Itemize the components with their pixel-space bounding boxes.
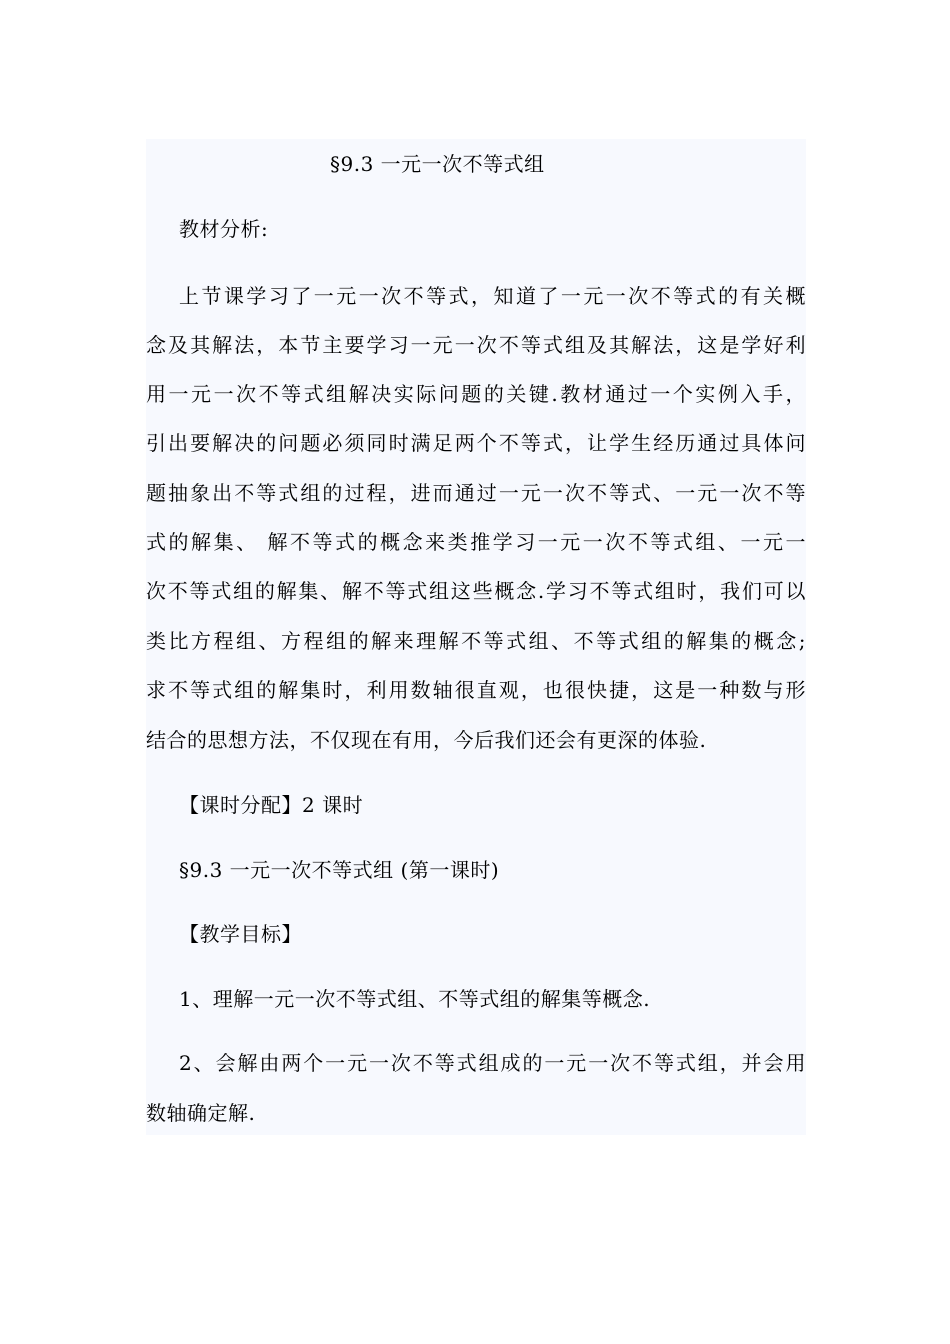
objective-item: 1、理解一元一次不等式组、不等式组的解集等概念. (179, 987, 651, 1011)
lesson-title: §9.3 一元一次不等式组 (第一课时) (179, 858, 500, 882)
section-heading: 教材分析: (179, 217, 269, 241)
paragraph-line: 类比方程组、方程组的解来理解不等式组、不等式组的解集的概念; (146, 629, 806, 653)
paragraph-line: 求不等式组的解集时，利用数轴很直观，也很快捷，这是一种数与形 (146, 678, 806, 702)
paragraph-line: 上节课学习了一元一次不等式，知道了一元一次不等式的有关概 (179, 284, 806, 308)
document-title: §9.3 一元一次不等式组 (330, 152, 545, 176)
paragraph-line: 用一元一次不等式组解决实际问题的关键.教材通过一个实例入手， (146, 382, 806, 406)
paragraph-line: 式的解集、 解不等式的概念来类推学习一元一次不等式组、一元一 (146, 530, 806, 554)
objective-item-continuation: 数轴确定解. (146, 1101, 256, 1125)
objective-item: 2、会解由两个一元一次不等式组成的一元一次不等式组，并会用 (179, 1051, 806, 1075)
paragraph-line: 结合的思想方法，不仅现在有用，今后我们还会有更深的体验. (146, 728, 707, 752)
paragraph-line: 次不等式组的解集、解不等式组这些概念.学习不等式组时，我们可以 (146, 579, 806, 603)
paragraph-line: 题抽象出不等式组的过程，进而通过一元一次不等式、一元一次不等 (146, 481, 806, 505)
class-hours: 【课时分配】2 课时 (179, 793, 364, 817)
paragraph-line: 引出要解决的问题必须同时满足两个不等式，让学生经历通过具体问 (146, 431, 806, 455)
objectives-heading: 【教学目标】 (179, 922, 302, 946)
paragraph-line: 念及其解法，本节主要学习一元一次不等式组及其解法，这是学好利 (146, 333, 806, 357)
